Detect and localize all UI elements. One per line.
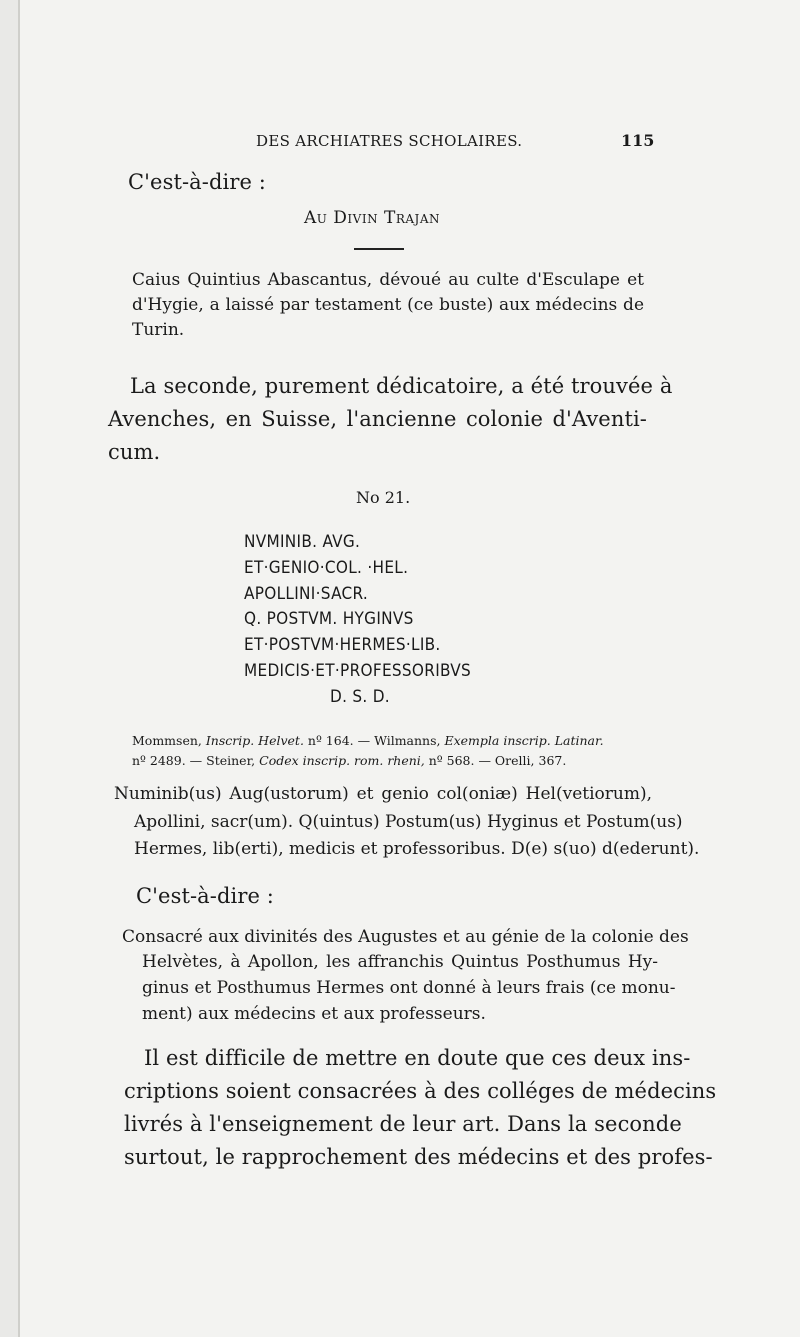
- translation-line-3: Turin.: [132, 320, 185, 340]
- book-page: [18, 0, 800, 1337]
- dedication-line: Au Divin Trajan: [304, 208, 440, 228]
- expansion-line-2: Apollini, sacr(um). Q(uintus) Postum(us) Hyginus et Postum(us): [134, 812, 683, 832]
- paragraph2-line-3: livrés à l'enseignement de leur art. Dans la seconde: [124, 1112, 682, 1136]
- expansion-line-1: Numinib(us) Aug(ustorum) et genio col(oniæ) Hel(vetiorum),: [114, 784, 652, 804]
- translation-line-2: d'Hygie, a laissé par testament (ce buste) aux médecins de: [132, 295, 644, 315]
- paragraph-line-3: cum.: [108, 440, 161, 464]
- translation2-line-1: Consacré aux divinités des Augustes et au génie de la colonie des: [122, 927, 689, 947]
- reference-line-1: Mommsen, Inscrip. Helvet. nº 164. — Wilmanns, Exempla inscrip. Latinar.: [132, 733, 604, 748]
- inscription-line-6: MEDICIS·ET·PROFESSORIBVS: [244, 661, 472, 681]
- inscription-line-4: Q. POSTVM. HYGINVS: [244, 609, 414, 629]
- separator-rule: [354, 248, 404, 250]
- running-title: DES ARCHIATRES SCHOLAIRES.: [256, 132, 523, 150]
- inscription-line-3: APOLLINI·SACR.: [244, 584, 369, 604]
- page-number: 115: [621, 131, 655, 150]
- translation-line-1: Caius Quintius Abascantus, dévoué au culte d'Esculape et: [132, 270, 644, 290]
- translation2-line-3: ginus et Posthumus Hermes ont donné à leurs frais (ce monu-: [142, 978, 676, 998]
- intro-cest-a-dire-1: C'est-à-dire :: [128, 170, 266, 194]
- translation2-line-2: Helvètes, à Apollon, les affranchis Quintus Posthumus Hy-: [142, 952, 658, 972]
- paragraph-line-2: Avenches, en Suisse, l'ancienne colonie d'Aventi-: [108, 407, 647, 431]
- inscription-line-2: ET·GENIO·COL. ·HEL.: [244, 558, 409, 578]
- paragraph2-line-1: Il est difficile de mettre en doute que ces deux ins-: [144, 1046, 691, 1070]
- inscription-line-5: ET·POSTVM·HERMES·LIB.: [244, 635, 441, 655]
- expansion-line-3: Hermes, lib(erti), medicis et professoribus. D(e) s(uo) d(ederunt).: [134, 839, 700, 859]
- inscription-line-1: NVMINIB. AVG.: [244, 532, 361, 552]
- intro-cest-a-dire-2: C'est-à-dire :: [136, 884, 274, 908]
- paragraph2-line-2: criptions soient consacrées à des colléges de médecins: [124, 1079, 717, 1103]
- inscription-line-7: D. S. D.: [330, 687, 390, 707]
- paragraph-line-1: La seconde, purement dédicatoire, a été trouvée à: [130, 374, 673, 398]
- inscription-number: No 21.: [356, 488, 411, 507]
- reference-line-2: nº 2489. — Steiner, Codex inscrip. rom. rheni, nº 568. — Orelli, 367.: [132, 753, 567, 768]
- translation2-line-4: ment) aux médecins et aux professeurs.: [142, 1004, 486, 1024]
- paragraph2-line-4: surtout, le rapprochement des médecins et des profes-: [124, 1145, 713, 1169]
